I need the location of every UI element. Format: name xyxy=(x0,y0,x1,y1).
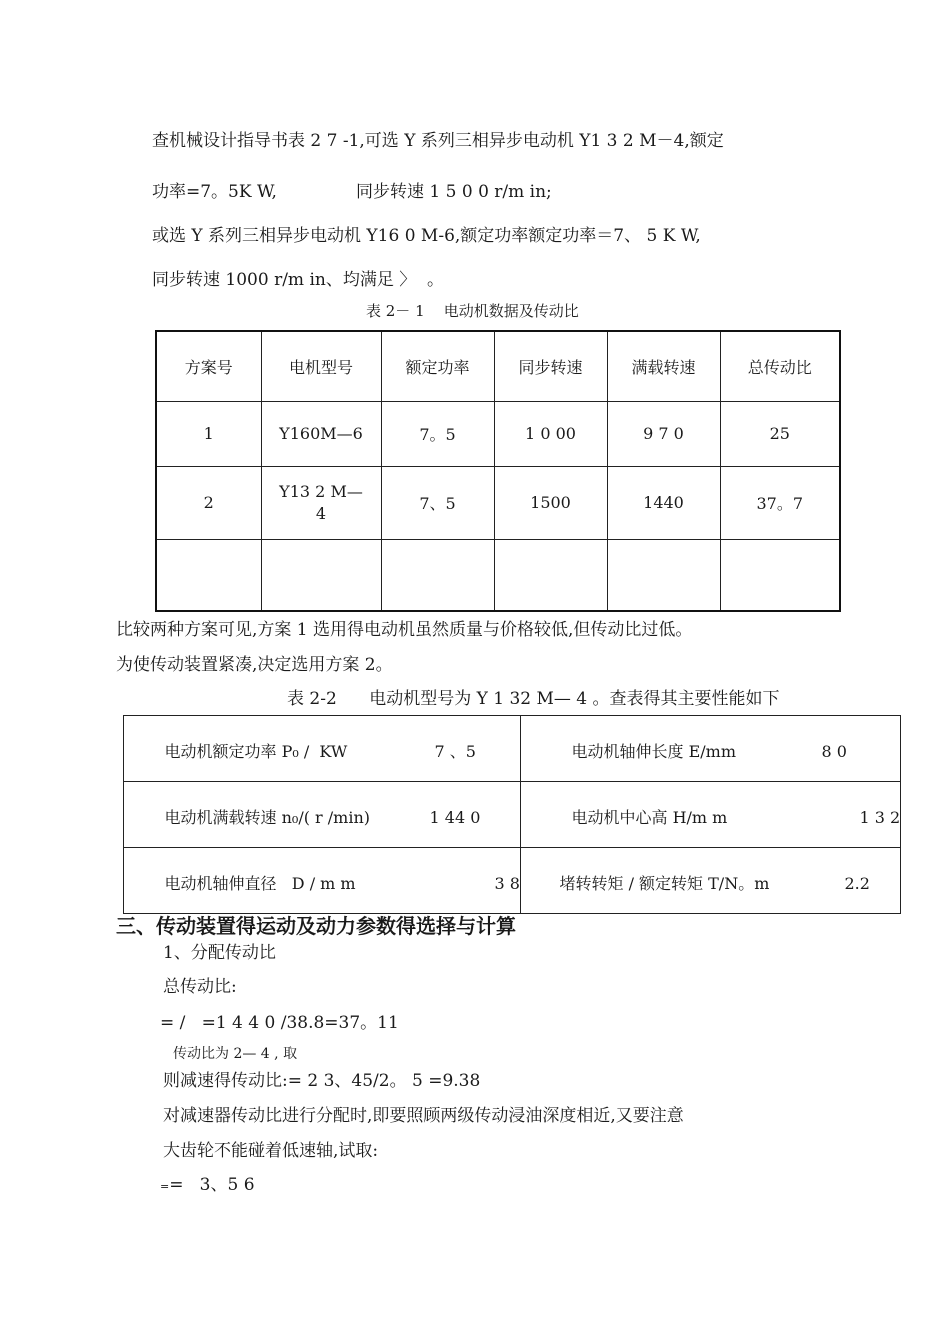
header-cell: 方案号 xyxy=(156,331,261,401)
table-cell xyxy=(520,848,900,914)
distribution-text-1: 对减速器传动比进行分配时,即要照顾两级传动浸油深度相近,又要注意 xyxy=(163,1106,684,1126)
table-cell: 37。7 xyxy=(720,466,840,539)
paragraph-line-3: 或选 Y 系列三相异步电动机 Y16 0 M-6,额定功率额定功率＝7、 5 K W, xyxy=(152,226,701,246)
table-row xyxy=(156,401,840,466)
cell-value: 8 0 xyxy=(821,742,847,761)
table-cell: 1 0 00 xyxy=(494,401,607,466)
reducer-ratio: 则减速得传动比:= 2 3、45/2。 5 =9.38 xyxy=(163,1071,481,1091)
table-cell xyxy=(520,782,900,848)
cell-label: 电动机满载转速 n₀/( r /min) xyxy=(164,808,371,827)
cell-label: 电动机轴伸直径 D / m m xyxy=(164,874,356,893)
table-row xyxy=(124,782,901,848)
table-row xyxy=(156,466,840,539)
subsection-title: 1、分配传动比 xyxy=(163,943,276,963)
header-cell: 总传动比 xyxy=(720,331,840,401)
table-cell xyxy=(720,539,840,611)
table-cell: 9 7 0 xyxy=(607,401,720,466)
table-cell xyxy=(520,716,900,782)
header-cell: 电机型号 xyxy=(261,331,381,401)
table-cell xyxy=(124,782,521,848)
table-cell: 25 xyxy=(720,401,840,466)
table-cell: 7。5 xyxy=(381,401,494,466)
distribution-text-2: 大齿轮不能碰着低速轴,试取: xyxy=(163,1141,379,1161)
cell-label: 电动机轴伸长度 E/mm xyxy=(571,742,736,761)
header-cell: 额定功率 xyxy=(381,331,494,401)
table-cell: 7、5 xyxy=(381,466,494,539)
trial-ratio-formula xyxy=(160,1170,255,1195)
section-heading: 三、传动装置得运动及动力参数得选择与计算 xyxy=(116,914,516,938)
paragraph-line-1: 查机械设计指导书表 2 7 -1,可选 Y 系列三相异步电动机 Y1 3 2 M－4,额定 xyxy=(152,131,724,151)
header-cell: 满载转速 xyxy=(607,331,720,401)
ratio-note: 传动比为 2— 4 , 取 xyxy=(173,1046,298,1062)
motor-data-table xyxy=(155,330,841,612)
cell-label: 电动机中心高 H/m m xyxy=(571,808,728,827)
table-cell: Y160M—6 xyxy=(261,401,381,466)
paragraph-line-2b: 同步转速 1 5 0 0 r/m in; xyxy=(356,182,552,202)
formula-text: = 3、5 6 xyxy=(169,1175,255,1195)
table-header-row xyxy=(156,331,840,401)
cell-value: 1 44 0 xyxy=(429,808,481,827)
table-cell xyxy=(261,539,381,611)
comparison-text: 比较两种方案可见,方案 1 选用得电动机虽然质量与价格较低,但传动比过低。 xyxy=(116,620,693,640)
paragraph-line-2a: 功率=7。5K W, xyxy=(152,182,277,202)
cell-value: 3 8 xyxy=(494,874,520,893)
table-cell xyxy=(607,539,720,611)
table-row xyxy=(124,848,901,914)
table-row xyxy=(124,716,901,782)
table-cell xyxy=(156,539,261,611)
table-cell: 1 xyxy=(156,401,261,466)
header-cell: 同步转速 xyxy=(494,331,607,401)
paragraph-line-4: 同步转速 1000 r/m in、均满足 〉 。 xyxy=(152,270,445,290)
table1-caption: 表 2－ 1 电动机数据及传动比 xyxy=(366,302,579,320)
motor-performance-table xyxy=(123,715,901,914)
cell-value: 1 3 2 xyxy=(859,808,901,827)
table-cell: Y13 2 M— 4 xyxy=(261,466,381,539)
table2-caption: 表 2-2 电动机型号为 Y 1 32 M— 4 。查表得其主要性能如下 xyxy=(287,689,780,709)
cell-value: 7 、5 xyxy=(434,742,476,761)
table-cell xyxy=(124,848,521,914)
total-ratio-label: 总传动比: xyxy=(163,977,237,997)
table-cell xyxy=(494,539,607,611)
table-cell xyxy=(124,716,521,782)
table-row xyxy=(156,539,840,611)
total-ratio-formula: = / =1 4 4 0 /38.8=37。11 xyxy=(160,1013,399,1033)
cell-label: 堵转转矩 / 额定转矩 T/N。m xyxy=(559,874,770,893)
cell-value: 2.2 xyxy=(844,874,870,893)
cell-label: 电动机额定功率 P₀ / KW xyxy=(164,742,348,761)
table-cell: 2 xyxy=(156,466,261,539)
table-cell: 1440 xyxy=(607,466,720,539)
formula-subscript: = xyxy=(160,1180,170,1193)
decision-text: 为使传动装置紧凑,决定选用方案 2。 xyxy=(116,655,393,675)
table-cell: 1500 xyxy=(494,466,607,539)
table-cell xyxy=(381,539,494,611)
